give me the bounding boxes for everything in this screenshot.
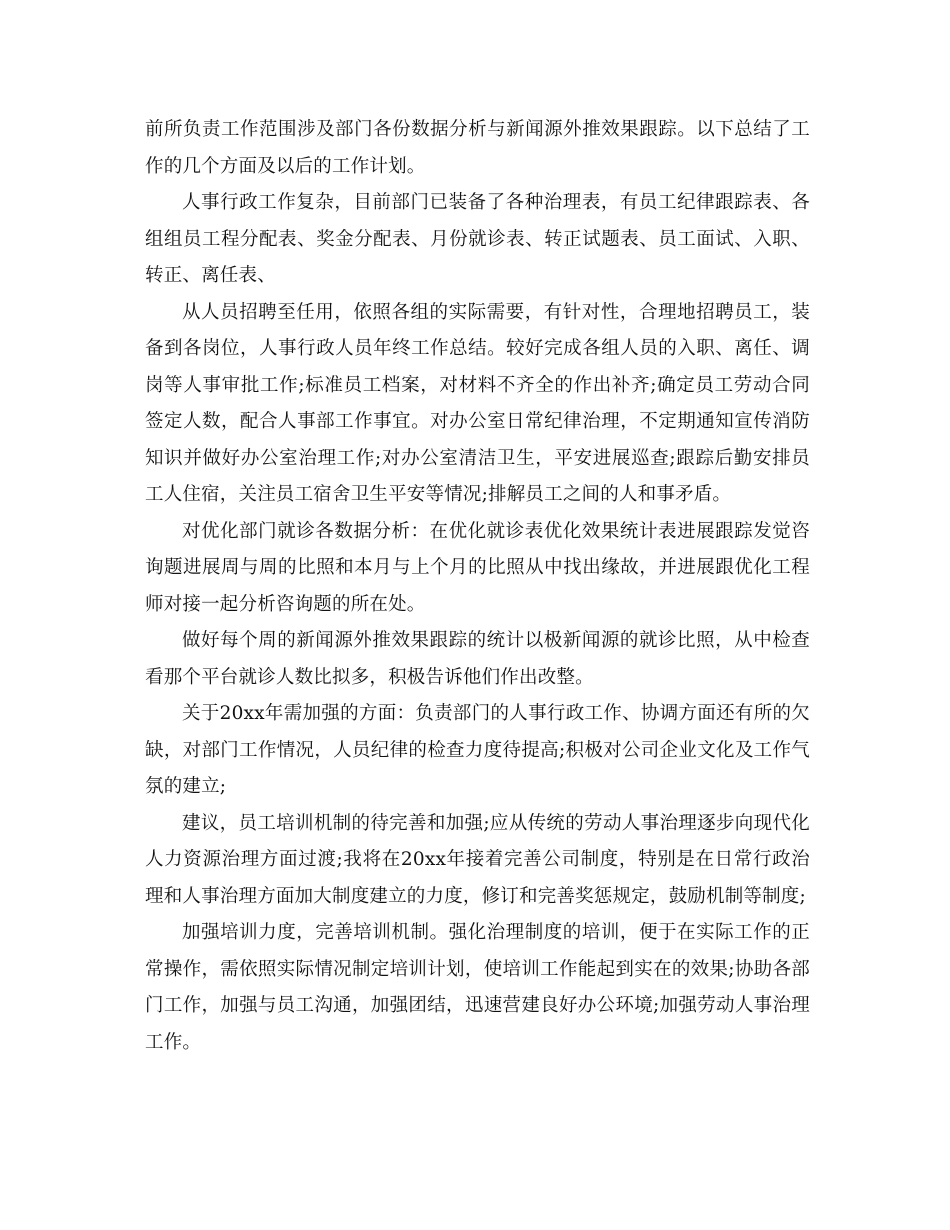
paragraph-1: 前所负责工作范围涉及部门各份数据分析与新闻源外推效果跟踪。以下总结了工作的几个方面及以后的工作计划。	[145, 119, 810, 177]
paragraph-3: 从人员招聘至任用，依照各组的实际需要，有针对性，合理地招聘员工，装备到各岗位，人事行政人员年终工作总结。较好完成各组人员的入职、离任、调岗等人事审批工作;标准员工档案，对材料不齐全的作出补齐;确定员工劳动合同签定人数，配合人事部工作事宜。对办公室日常纪律治理，不定期通知宣传消防知识并做好办公室治理工作;对办公室清洁卫生，平安进展巡查;跟踪后勤安排员工人住宿，关注员工宿舍卫生平安等情况;排解员工之间的人和事矛盾。	[145, 301, 810, 505]
document-body	[145, 112, 810, 1061]
paragraph-4: 对优化部门就诊各数据分析：在优化就诊表优化效果统计表进展跟踪发觉咨询题进展周与周的比照和本月与上个月的比照从中找出缘故，并进展跟优化工程师对接一起分析咨询题的所在处。	[145, 520, 810, 615]
paragraph-6: 关于20xx年需加强的方面：负责部门的人事行政工作、协调方面还有所的欠缺，对部门工作情况，人员纪律的检查力度待提高;积极对公司企业文化及工作气氛的建立;	[145, 703, 810, 797]
paragraph-7: 建议，员工培训机制的待完善和加强;应从传统的劳动人事治理逐步向现代化人力资源治理方面过渡;我将在20xx年接着完善公司制度，特别是在日常行政治理和人事治理方面加大制度建立的力度，修订和完善奖惩规定，鼓励机制等制度;	[145, 812, 810, 907]
paragraph-5: 做好每个周的新闻源外推效果跟踪的统计以极新闻源的就诊比照，从中检查看那个平台就诊人数比拟多，积极告诉他们作出改整。	[145, 630, 810, 688]
paragraph-8: 加强培训力度，完善培训机制。强化治理制度的培训，便于在实际工作的正常操作，需依照实际情况制定培训计划，使培训工作能起到实在的效果;协助各部门工作，加强与员工沟通，加强团结，迅速营建良好办公环境;加强劳动人事治理工作。	[145, 922, 810, 1053]
paragraph-2: 人事行政工作复杂，目前部门已装备了各种治理表，有员工纪律跟踪表、各组组员工程分配表、奖金分配表、月份就诊表、转正试题表、员工面试、入职、转正、离任表、	[145, 192, 810, 286]
